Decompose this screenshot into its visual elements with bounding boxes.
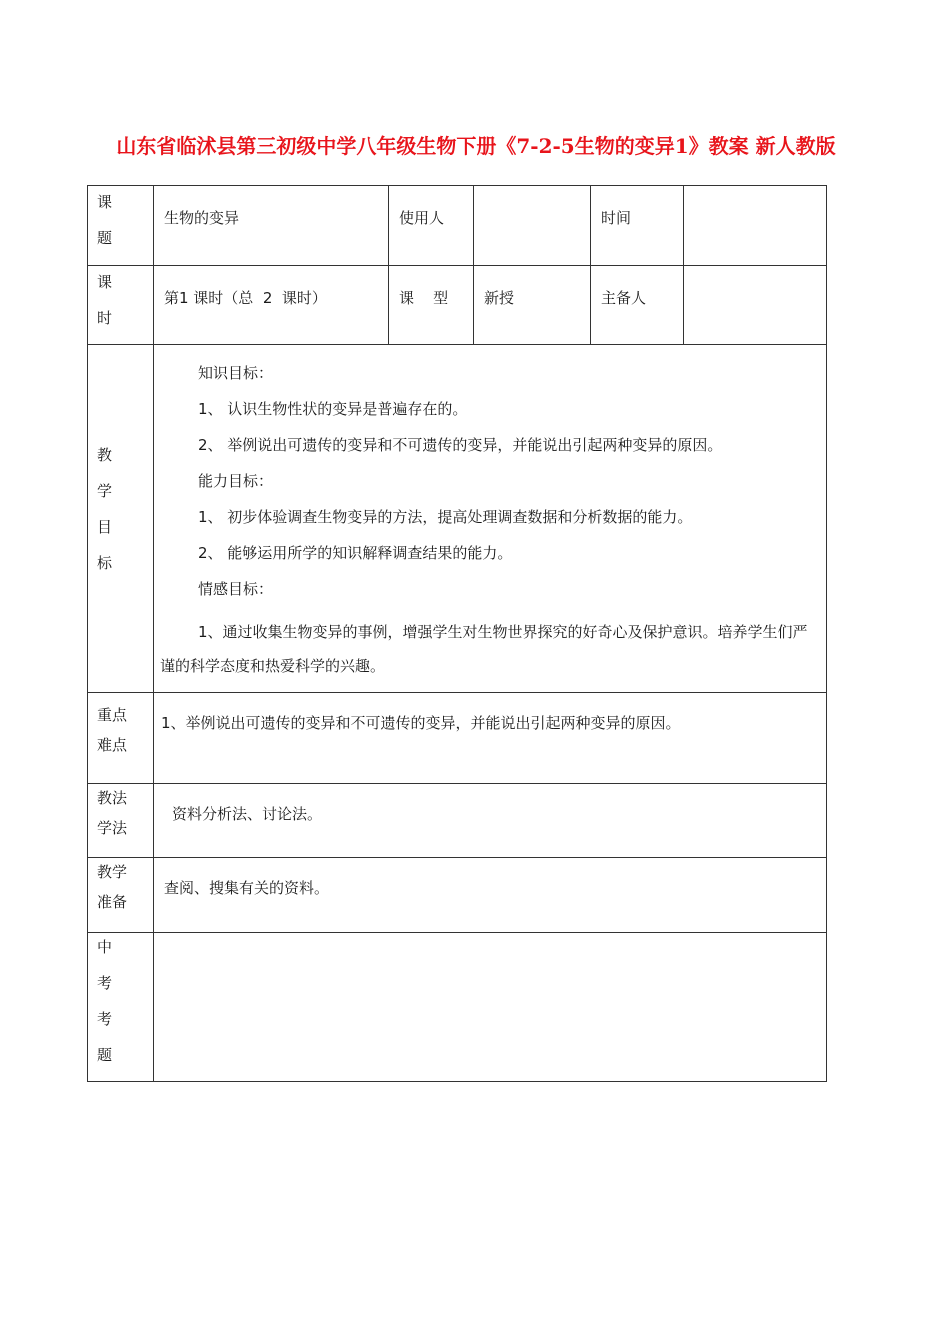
- objective-line: 1、 认识生物性状的变异是普遍存在的。: [198, 400, 468, 418]
- method-label: 教法 学法: [88, 784, 154, 858]
- row-exam: [88, 933, 827, 1082]
- row-period: [88, 266, 827, 345]
- row-preparation: [88, 858, 827, 933]
- objectives-label: 教 学 目 标: [88, 345, 154, 693]
- prep-value: 查阅、搜集有关的资料。: [154, 858, 827, 933]
- document-title: 山东省临沭县第三初级中学八年级生物下册《7-2-5生物的变异1》教案 新人教版: [116, 134, 836, 158]
- objective-line: 1、通过收集生物变异的事例，增强学生对生物世界探究的好奇心及保护意识。培养学生们严谨的科学态度和热爱科学的兴趣。: [160, 623, 808, 675]
- key-label: 重点 难点: [88, 693, 154, 784]
- preparer-label: 主备人: [591, 266, 684, 345]
- key-value: 1、举例说出可遗传的变异和不可遗传的变异，并能说出引起两种变异的原因。: [154, 693, 827, 784]
- row-method: [88, 784, 827, 858]
- prep-label: 教学 准备: [88, 858, 154, 933]
- type-value: 新授: [474, 266, 591, 345]
- topic-value: 生物的变异: [154, 186, 389, 266]
- time-label: 时间: [591, 186, 684, 266]
- lesson-plan-table: [87, 185, 827, 1082]
- exam-value: [154, 933, 827, 1082]
- exam-label: 中 考 考 题: [88, 933, 154, 1082]
- time-value: [684, 186, 827, 266]
- row-key-points: [88, 693, 827, 784]
- objective-line: 2、 能够运用所学的知识解释调查结果的能力。: [198, 544, 513, 562]
- row-topic: [88, 186, 827, 266]
- period-value: 第1 课时（总 2 课时）: [154, 266, 389, 345]
- objective-line: 1、 初步体验调查生物变异的方法，提高处理调查数据和分析数据的能力。: [198, 508, 693, 526]
- type-label: 课 型: [389, 266, 474, 345]
- preparer-value: [684, 266, 827, 345]
- user-value: [474, 186, 591, 266]
- user-label: 使用人: [389, 186, 474, 266]
- objective-line: 2、 举例说出可遗传的变异和不可遗传的变异，并能说出引起两种变异的原因。: [198, 436, 723, 454]
- objective-line: 知识目标：: [198, 364, 274, 382]
- objective-line: 能力目标：: [198, 472, 274, 490]
- period-label: 课 时: [88, 266, 154, 345]
- method-value: 资料分析法、讨论法。: [154, 784, 827, 858]
- objective-line: 情感目标：: [198, 580, 274, 598]
- topic-label: 课 题: [88, 186, 154, 266]
- row-objectives: [88, 345, 827, 693]
- objectives-content: [154, 345, 827, 693]
